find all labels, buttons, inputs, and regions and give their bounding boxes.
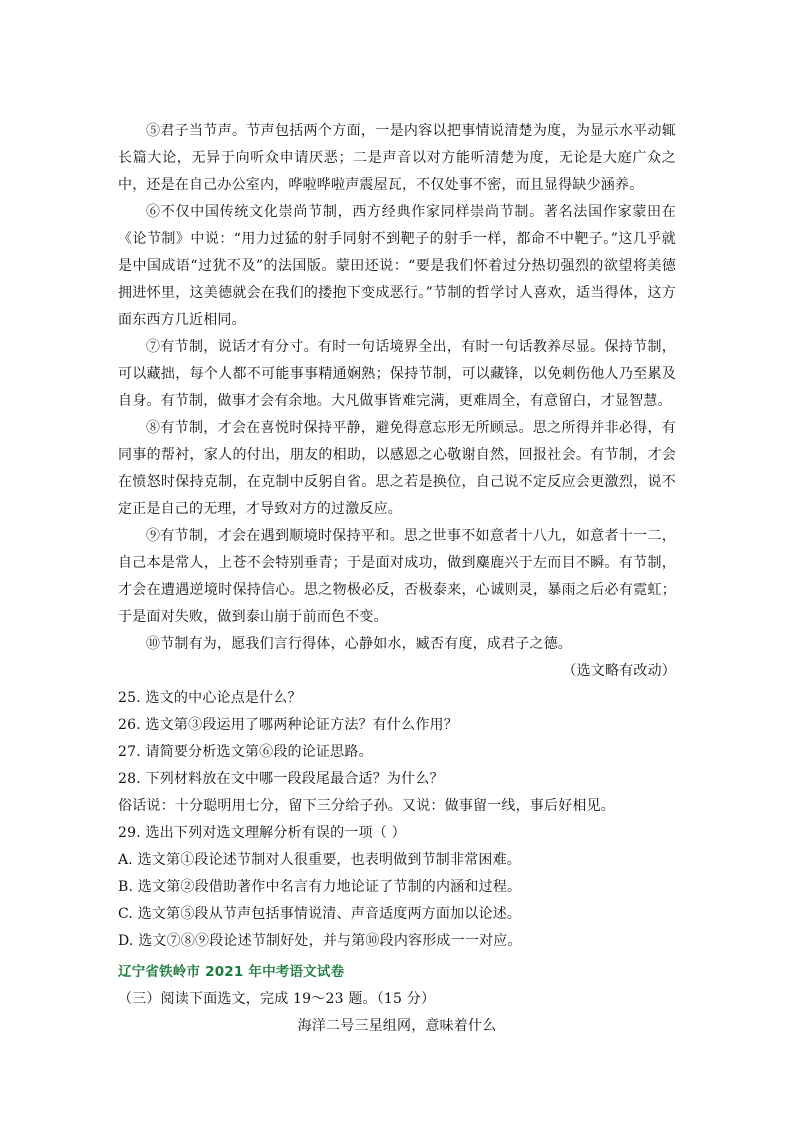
question-27: 27. 请简要分析选文第⑥段的论证思路。 <box>118 744 373 760</box>
paragraph-5: ⑤君子当节声。节声包括两个方面，一是内容以把事情说清楚为度，为显示水平动辄长篇大论，无异于向听众申请厌恶；二是声音以对方能听清楚为度，无论是大庭广众之中，还是在自己办公室内，哗啦哗啦声震屋瓦，不仅处事不密，而且显得缺少涵养。 <box>118 123 676 193</box>
exam-title: 辽宁省铁岭市 2021 年中考语文试卷 <box>118 964 345 980</box>
question-28: 28. 下列材料放在文中哪一段段尾最合适？为什么？ <box>118 771 444 787</box>
article-title: 海洋二号三星组网，意味着什么 <box>297 1018 497 1034</box>
option-a: A. 选文第①段论述节制对人很重要，也表明做到节制非常困难。 <box>118 852 522 868</box>
question-25: 25. 选文的中心论点是什么？ <box>118 690 302 706</box>
question-26: 26. 选文第③段运用了哪两种论证方法？有什么作用？ <box>118 717 458 733</box>
option-b: B. 选文第②段借助著作中名言有力地论证了节制的内涵和过程。 <box>118 879 522 895</box>
paragraph-9: ⑨有节制，才会在遇到顺境时保持平和。思之世事不如意者十八九，如意者十一二，自己本是常人，上苍不会特别垂青；于是面对成功，做到麋鹿兴于左而目不瞬。有节制，才会在遭遇逆境时保持信心。思之物极必反，否极泰来，心诚则灵，暴雨之后必有霓虹；于是面对失败，做到泰山崩于前而色不变。 <box>118 528 676 625</box>
source-note: （选文略有改动） <box>562 663 676 679</box>
option-c: C. 选文第⑤段从节声包括事情说清、声音适度两方面加以论述。 <box>118 906 522 922</box>
paragraph-7: ⑦有节制，说话才有分寸。有时一句话境界全出，有时一句话教养尽显。保持节制，可以藏拙，每个人都不可能事事精通娴熟；保持节制，可以藏锋，以免刺伤他人乃至累及自身。有节制，做事才会有余地。大凡做事皆难完满，更难周全，有意留白，才显智慧。 <box>118 339 676 409</box>
paragraph-10: ⑩节制有为，愿我们言行得体，心静如水，臧否有度，成君子之德。 <box>146 636 572 652</box>
paragraph-8: ⑧有节制，才会在喜悦时保持平静，避免得意忘形无所顾忌。思之所得并非必得，有同事的帮衬，家人的付出，朋友的相助，以感恩之心敬谢自然，回报社会。有节制，才会在愤怒时保持克制，在克制中反躬自省。思之若是换位，自己说不定反应会更激烈，说不定正是自己的无理，才导致对方的过激反应。 <box>118 420 676 517</box>
section-instruction: （三）阅读下面选文，完成 19～23 题。（15 分） <box>118 991 436 1007</box>
question-29: 29. 选出下列对选文理解分析有误的一项（ ） <box>118 825 406 841</box>
question-28-material: 俗话说：十分聪明用七分，留下三分给子孙。又说：做事留一线，事后好相见。 <box>118 798 615 814</box>
option-d: D. 选文⑦⑧⑨段论述节制好处，并与第⑩段内容形成一一对应。 <box>118 933 522 949</box>
document-page <box>118 118 676 1040</box>
paragraph-6: ⑥不仅中国传统文化崇尚节制，西方经典作家同样崇尚节制。著名法国作家蒙田在《论节制》中说：“用力过猛的射手同射不到靶子的射手一样，都命不中靶子。”这几乎就是中国成语“过犹不及”的法国版。蒙田还说：“要是我们怀着过分热切强烈的欲望将美德拥进怀里，这美德就会在我们的搂抱下变成恶行。”节制的哲学讨人喜欢，适当得体，这方面东西方几近相同。 <box>118 204 676 328</box>
